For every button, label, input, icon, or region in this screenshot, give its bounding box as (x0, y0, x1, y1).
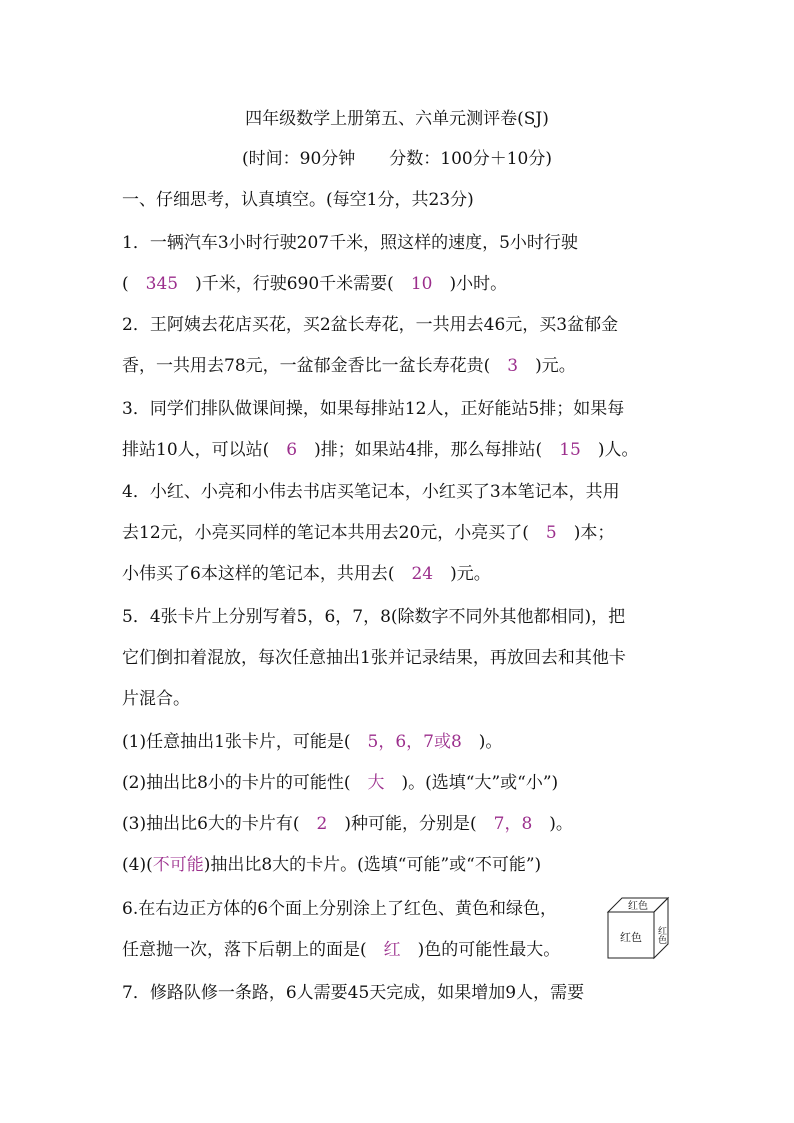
q3-text: )人。 (580, 440, 639, 460)
q4-line2 (122, 522, 682, 544)
q5-text: )。(选填“大”或“小”) (384, 773, 559, 793)
page-title: 四年级数学上册第五、六单元测评卷(SJ) (245, 109, 549, 129)
q2-answer: 3 (507, 356, 519, 376)
q2-text: )元。 (518, 356, 576, 376)
exam-info: (时间：90分钟 分数：100分＋10分) (242, 149, 552, 169)
q6-text: )色的可能性最大。 (400, 940, 561, 960)
q5-text: (3)抽出比6大的卡片有( (122, 814, 317, 834)
q4-text: 小伟买了6本这样的笔记本，共用去( (122, 564, 412, 584)
q5-sub1 (122, 731, 682, 753)
q5-text: )种可能，分别是( (327, 814, 494, 834)
q4-line3 (122, 563, 682, 585)
q1-text: ( (122, 274, 146, 294)
section-heading: 一、仔细思考，认真填空。(每空1分，共23分) (122, 190, 474, 210)
q3-line2 (122, 439, 682, 461)
q4-text: )本； (556, 523, 615, 543)
q5-sub4 (122, 854, 682, 876)
q5-answer-2: 大 (367, 773, 385, 793)
q5-text: )。 (532, 814, 573, 834)
q1-answer-2: 10 (410, 274, 433, 294)
q5-answer-4: 不可能 (152, 855, 204, 875)
cube-illustration (606, 896, 670, 962)
q1-line2 (122, 273, 682, 295)
q4-text: )元。 (433, 564, 491, 584)
q3-text: 排站10人，可以站( (122, 440, 287, 460)
q5-sub3 (122, 813, 682, 835)
q5-text: )抽出比8大的卡片。(选填“可能”或“不可能”) (203, 855, 542, 875)
q5-answer-1: 5，6，7或8 (367, 732, 462, 752)
q5-text: (2)抽出比8小的卡片的可能性( (122, 773, 368, 793)
q1-answer-1: 345 (145, 274, 179, 294)
q3-text: )排；如果站4排，那么每排站( (297, 440, 560, 460)
q5-sub2 (122, 772, 682, 794)
q3-line1: 3．同学们排队做课间操，如果每排站12人，正好能站5排；如果每 (122, 399, 625, 419)
q3-answer-1: 6 (286, 440, 298, 460)
q2-line2 (122, 355, 682, 377)
q5-text: (4)( (122, 855, 153, 875)
q5-answer-3b: 7，8 (493, 814, 533, 834)
q5-line2: 它们倒扣着混放，每次任意抽出1张并记录结果，再放回去和其他卡 (122, 648, 626, 668)
q4-text: 去12元，小亮买同样的笔记本共用去20元，小亮买了( (122, 523, 546, 543)
q5-line1: 5．4张卡片上分别写着5，6，7，8(除数字不同外其他都相同)，把 (122, 607, 626, 627)
cube-top-label: 红色 (628, 901, 648, 912)
q2-line1: 2．王阿姨去花店买花，买2盆长寿花，一共用去46元，买3盆郁金 (122, 315, 619, 335)
q1-text: )小时。 (432, 274, 508, 294)
q6-text: 任意抛一次，落下后朝上的面是( (122, 940, 384, 960)
q6-answer: 红 (383, 940, 401, 960)
q5-text: )。 (461, 732, 503, 752)
q4-answer-2: 24 (411, 564, 434, 584)
q5-text: (1)任意抽出1张卡片，可能是( (122, 732, 368, 752)
q3-answer-2: 15 (559, 440, 581, 460)
q4-line1: 4．小红、小亮和小伟去书店买笔记本，小红买了3本笔记本，共用 (122, 482, 620, 502)
q4-answer-1: 5 (545, 523, 557, 543)
q2-text: 香，一共用去78元，一盆郁金香比一盆长寿花贵( (122, 356, 508, 376)
q5-line3: 片混合。 (122, 689, 190, 709)
q7-line1: 7．修路队修一条路，6人需要45天完成，如果增加9人，需要 (122, 983, 585, 1003)
cube-front-label: 红色 (620, 931, 642, 944)
q5-answer-3a: 2 (316, 814, 328, 834)
q1-text: )千米，行驶690千米需要( (178, 274, 411, 294)
q6-line2 (122, 939, 682, 961)
cube-side-label: 红色 (656, 926, 666, 944)
q6-line1: 6.在右边正方体的6个面上分别涂上了红色、黄色和绿色， (122, 899, 558, 919)
q1-line1: 1．一辆汽车3小时行驶207千米，照这样的速度，5小时行驶 (122, 233, 578, 253)
